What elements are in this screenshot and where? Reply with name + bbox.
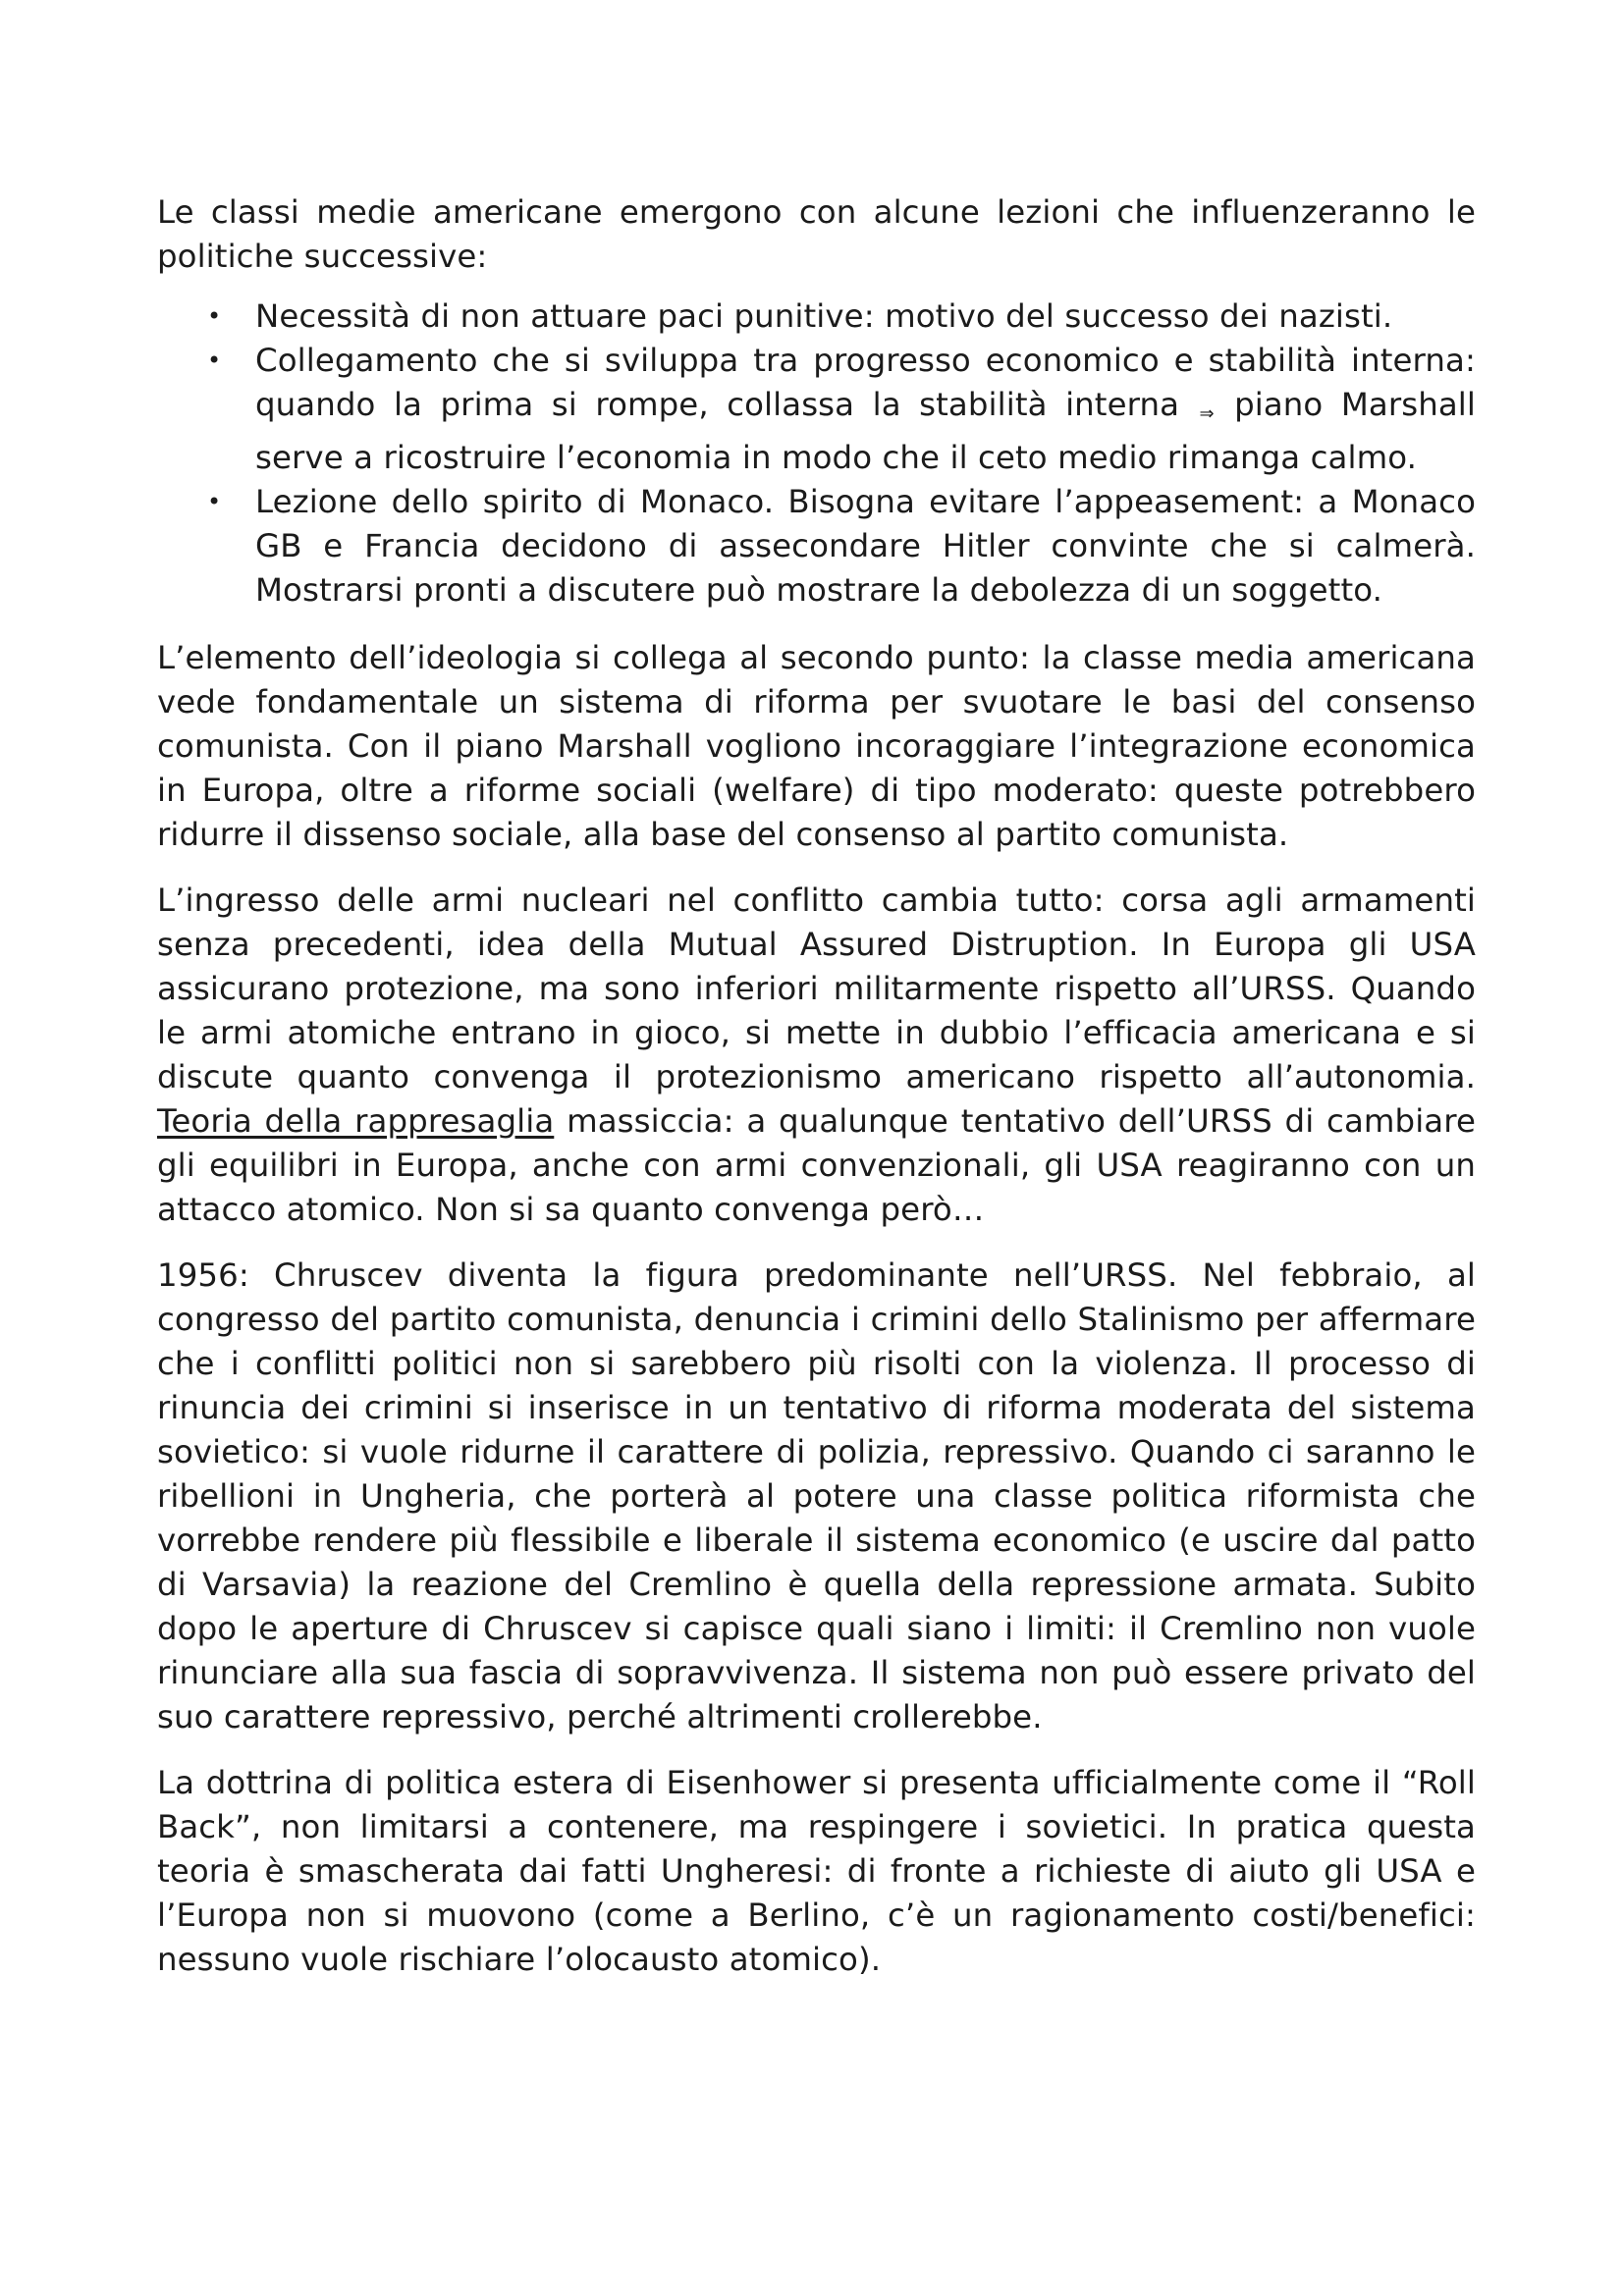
chruscev-1956-paragraph: 1956: Chruscev diventa la figura predominante nell’URSS. Nel febbraio, al congresso del partito comunista, denuncia i crimini dello Stalinismo per affermare che i conflitti politici non si sarebbero più risolti con la violenza. Il processo di rinuncia dei crimini si inserisce in un tentativo di riforma moderata del sistema sovietico: si vuole ridurne il carattere di polizia, repressivo. Quando ci saranno le ribellioni in Ungheria, che porterà al potere una classe politica riformista che vorrebbe rendere più flessibile e liberale il sistema economico (e uscire dal patto di Varsavia) la reazione del Cremlino è quella della repressione armata. Subito dopo le aperture di Chruscev si capisce quali siano i limiti: il Cremlino non vuole rinunciare alla sua fascia di sopravvivenza. Il sistema non può essere privato del suo carattere repressivo, perché altrimenti crollerebbe. [157,1256,1476,1735]
nuclear-paragraph-text: L’ingresso delle armi nucleari nel conflitto cambia tutto: corsa agli armamenti senza precedenti, idea della Mutual Assured Distruption. In Europa gli USA assicurano protezione, ma sono inferiori militarmente rispetto all’URSS. Quando le armi atomiche entrano in gioco, si mette in dubbio l’efficacia americana e si discute quanto convenga il protezionismo americano rispetto all’autonomia. [157,881,1476,1095]
list-item [207,339,1476,480]
bullet-icon: • [207,302,222,330]
list-item [207,294,1476,339]
document-page [157,190,1476,2003]
implies-arrow-icon: ⇒ [1199,403,1215,424]
list-item-text: Necessità di non attuare paci punitive: motivo del successo dei nazisti. [255,297,1393,335]
list-item-text: Lezione dello spirito di Monaco. Bisogna evitare l’appeasement: a Monaco GB e Francia decidono di assecondare Hitler convinte che si calmerà. Mostrarsi pronti a discutere può mostrare la debolezza di un soggetto. [255,483,1476,609]
eisenhower-paragraph: La dottrina di politica estera di Eisenhower si presenta ufficialmente come il “Roll Back”, non limitarsi a contenere, ma respingere i sovietici. In pratica questa teoria è smascherata dai fatti Ungheresi: di fronte a richieste di aiuto gli USA e l’Europa non si muovono (come a Berlino, c’è un ragionamento costi/benefici: nessuno vuole rischiare l’olocausto atomico). [157,1764,1476,1978]
bullet-icon: • [207,347,222,374]
intro-paragraph: Le classi medie americane emergono con alcune lezioni che influenzeranno le politiche successive: [157,193,1476,275]
ideology-paragraph: L’elemento dell’ideologia si collega al secondo punto: la classe media americana vede fondamentale un sistema di riforma per svuotare le basi del consenso comunista. Con il piano Marshall vogliono incoraggiare l’integrazione economica in Europa, oltre a riforme sociali (welfare) di tipo moderato: queste potrebbero ridurre il dissenso sociale, alla base del consenso al partito comunista. [157,639,1476,853]
list-item-text: Collegamento che si sviluppa tra progresso economico e stabilità interna: quando la prima si rompe, collassa la stabilità interna [255,342,1476,423]
nuclear-paragraph-text: massiccia: a qualunque tentativo dell’URSS di cambiare gli equilibri in Europa, anche con armi convenzionali, gli USA reagiranno con un attacco atomico. Non si sa quanto convenga però… [157,1102,1476,1228]
list-item [207,480,1476,613]
underlined-term: Teoria della rappresaglia [157,1102,555,1140]
nuclear-paragraph [157,879,1476,1232]
list-item-text: piano Marshall serve a ricostruire l’economia in modo che il ceto medio rimanga calmo. [255,386,1476,476]
lessons-list [157,294,1476,613]
bullet-icon: • [207,488,222,515]
